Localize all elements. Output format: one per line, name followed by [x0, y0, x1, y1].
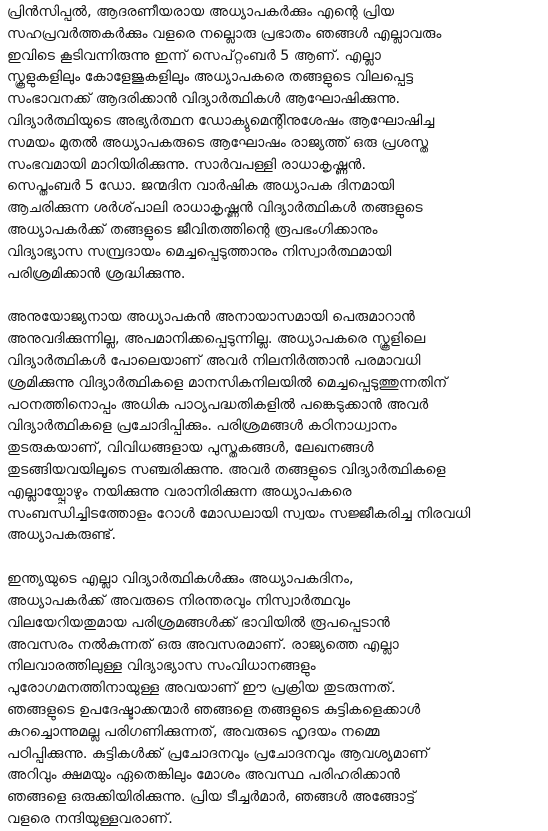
text-line: വിദ്യാർത്ഥികൾ പോലെയാണ് അവർ നിലനിർത്താൻ പരമാവധി: [7, 352, 421, 369]
text-line: സെപ്തംബർ 5 ഡോ. ജന്മദിന വാർഷിക അധ്യാപക ദിനമായി: [7, 178, 395, 195]
paragraph-ideal-teacher: [7, 307, 543, 547]
paragraph-spacer: [7, 285, 543, 307]
text-line: പഠിപ്പിക്കുന്നു. കുട്ടികൾക്ക് പ്രചോദനവും പ്രചോദനവും ആവശ്യമാണ്: [7, 745, 429, 762]
text-line: വളരെ നന്ദിയുള്ളവരാണ്.: [7, 810, 173, 827]
text-line: തുടങ്ങിയവയിലൂടെ സഞ്ചരിക്കുന്നു. അവർ തങ്ങളുടെ വിദ്യാർത്ഥികളെ: [7, 461, 446, 478]
text-line: പ്രിൻസിപ്പൽ, ആദരണീയരായ അധ്യാപകർക്കും എന്റെ പ്രിയ: [7, 4, 395, 20]
text-line: ഞങ്ങളുടെ ഉപദേഷ്ടാക്കന്മാർ ഞങ്ങളെ തങ്ങളുടെ കുട്ടികളെക്കാൾ: [7, 701, 421, 718]
paragraph-closing: [7, 569, 543, 831]
paragraph-intro: [7, 2, 543, 285]
text-line: ഇന്ത്യയുടെ എല്ലാ വിദ്യാർത്ഥികൾക്കും അധ്യാപകദിനം,: [7, 571, 354, 588]
text-line: പഠനത്തിനൊപ്പം അധിക പാഠ്യപദ്ധതികളിൽ പങ്കെടുക്കാൻ അവർ: [7, 396, 429, 413]
text-line: സംഭവമായി മാറിയിരിക്കുന്നു. സാർവപള്ളി രാധാകൃഷ്ണൻ.: [7, 156, 367, 173]
text-line: അനുവദിക്കുന്നില്ല, അപമാനിക്കപ്പെടുന്നില്ല. അധ്യാപകരെ സ്കൂളിലെ: [7, 331, 426, 348]
paragraph-spacer: [7, 547, 543, 569]
text-line: തുടരുകയാണ്, വിവിധങ്ങളായ പുസ്തകങ്ങൾ, ലേഖനങ്ങൾ: [7, 440, 374, 457]
text-line: നിലവാരത്തിലുള്ള വിദ്യാഭ്യാസ സംവിധാനങ്ങളും: [7, 658, 316, 675]
text-line: വിദ്യാർത്ഥികളെ പ്രചോദിപ്പിക്കും. പരിശ്രമങ്ങൾ കഠിനാധ്വാനം: [7, 418, 397, 435]
text-line: ആചരിക്കുന്ന ശർശ്‌പാലി രാധാകൃഷ്ണൻ വിദ്യാർത്ഥികൾ തങ്ങളുടെ: [7, 200, 423, 217]
text-line: അവസരം നൽകുന്നത് ഒരു അവസരമാണ്. രാജ്യത്തെ എല്ലാ: [7, 636, 399, 653]
text-line: അധ്യാപകരുണ്ട്.: [7, 527, 117, 544]
text-line: സംഭാവനക്ക് ആദരിക്കാൻ വിദ്യാർത്ഥികൾ ആഘോഷിക്കുന്നു.: [7, 91, 401, 108]
text-line: പുരോഗമനത്തിനായുള്ള അവയാണ് ഈ പ്രക്രിയ തുടരുന്നത്.: [7, 680, 396, 697]
text-line: കുറച്ചൊന്നുമല്ല പരിഗണിക്കുന്നത്, അവരുടെ ഹൃദയം നമ്മെ: [7, 723, 380, 740]
text-line: അറിവും ക്ഷമയും ഏതെങ്കിലും മോശം അവസ്ഥ പരിഹരിക്കാൻ: [7, 767, 401, 784]
text-line: സമയം മുതൽ അധ്യാപകരുടെ ആഘോഷം രാജ്യത്ത് ഒരു പ്രശസ്ത: [7, 134, 429, 151]
text-line: വിലയേറിയതുമായ പരിശ്രമങ്ങൾക്ക് ഭാവിയിൽ രൂപപ്പെടാൻ: [7, 614, 390, 631]
text-line: സ്കൂളുകളിലും കോളേജുകളിലും അധ്യാപകരെ തങ്ങളുടെ വിലപ്പെട്ട: [7, 69, 414, 86]
text-line: ശ്രമിക്കുന്നു വിദ്യാർത്ഥികളെ മാനസികനിലയിൽ മെച്ചപ്പെടുത്തുന്നതിന്: [7, 374, 448, 391]
text-line: അധ്യാപകർക്ക് തങ്ങളുടെ ജീവിതത്തിന്റെ രൂപഭംഗിക്കാനും: [7, 221, 378, 238]
speech-document: [7, 2, 543, 831]
text-line: അനുയോജ്യനായ അധ്യാപകൻ അനായാസമായി പെരുമാറാൻ: [7, 309, 415, 326]
text-line: ഞങ്ങളെ ഒരുക്കിയിരിക്കുന്നു. പ്രിയ ടീച്ചർമാർ, ഞങ്ങൾ അങ്ങോട്ട്: [7, 789, 416, 806]
text-line: എല്ലായ്പ്പോഴും നയിക്കുന്നു വരാനിരിക്കുന്ന അധ്യാപകരെ: [7, 483, 352, 500]
text-line: സംബന്ധിച്ചിടത്തോളം റോൾ മോഡലായി സ്വയം സജ്ജീകരിച്ച നിരവധി: [7, 505, 471, 522]
text-line: ഇവിടെ കൂടിവന്നിരുന്നു ഇന്ന് സെപ്റ്റംബർ 5 ആണ്. എല്ലാ: [7, 47, 381, 64]
text-line: സഹപ്രവർത്തകർക്കും വളരെ നല്ലൊരു പ്രഭാതം ഞങ്ങൾ എല്ലാവരും: [7, 25, 442, 42]
text-line: അധ്യാപകർക്ക് അവരുടെ നിരന്തരവും നിസ്വാർത്ഥവും: [7, 592, 351, 609]
text-line: വിദ്യാർത്ഥിയുടെ അഭ്യർത്ഥന ഡോക്യുമെന്റിനുശേഷം ആഘോഷിച്ച: [7, 112, 435, 129]
text-line: വിദ്യാഭ്യാസ സമ്പ്രദായം മെച്ചപ്പെടുത്താനും നിസ്വാർത്ഥമായി: [7, 243, 392, 260]
text-line: പരിശ്രമിക്കാൻ ശ്രദ്ധിക്കുന്നു.: [7, 265, 186, 282]
